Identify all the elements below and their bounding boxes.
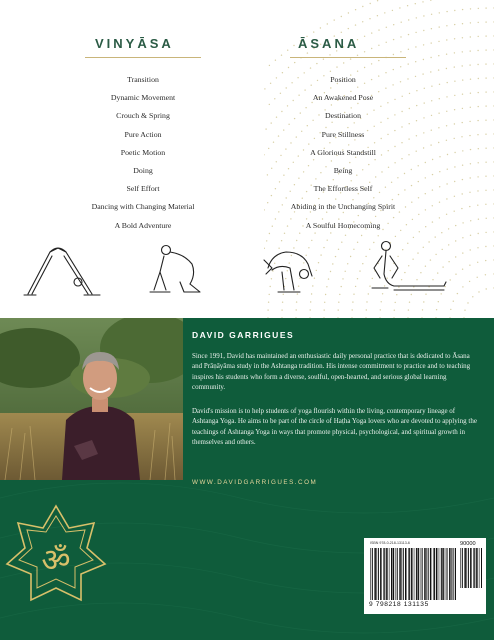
asana-item: The Effortless Self [313, 184, 373, 194]
barcode-number: 9 798218 131135 [369, 601, 429, 608]
seated-pose-figure [352, 238, 452, 300]
asana-title: ĀSANA [298, 36, 360, 51]
crouch-figure [140, 238, 210, 300]
author-name: DAVID GARRIGUES [192, 330, 295, 340]
asana-item: Destination [325, 111, 361, 121]
asana-item: Abiding in the Unchanging Spirit [290, 202, 396, 212]
price-code: 90000 [460, 541, 476, 547]
asana-item: Pure Stillness [321, 129, 365, 139]
vinyasa-item: Dynamic Movement [110, 93, 176, 103]
barcode [364, 538, 486, 614]
vinyasa-item: Crouch & Spring [116, 111, 170, 121]
asana-item: Being [333, 165, 353, 175]
website-link[interactable]: WWW.DAVIDGARRIGUES.COM [192, 479, 318, 486]
barcode-main-bars [370, 548, 456, 600]
vinyasa-title: VINYĀSA [95, 36, 174, 51]
vinyasa-item: Self Effort [126, 184, 160, 194]
vinyasa-item: Transition [127, 75, 159, 84]
asana-item: A Glorious Standstill [310, 147, 376, 157]
bottom-section [0, 318, 494, 640]
asana-item: A Soulful Homecoming [305, 220, 381, 230]
arm-balance-figure [250, 238, 325, 300]
svg-text:ॐ: ॐ [41, 541, 71, 579]
vinyasa-item: A Bold Adventure [114, 220, 172, 230]
barcode-price-bars [460, 548, 482, 588]
author-photo [0, 318, 183, 480]
asana-item: An Awakened Pose [312, 93, 374, 103]
asana-item: Position [330, 75, 356, 84]
vinyasa-list [50, 71, 236, 235]
vinyasa-item: Dancing with Changing Material [91, 202, 195, 212]
isbn-label: ISBN 978-0-218-13113-6 [370, 541, 410, 545]
asana-list [250, 71, 436, 235]
downward-dog-figure [20, 238, 110, 300]
vinyasa-rule [85, 57, 201, 58]
top-section [0, 0, 494, 318]
asana-rule [290, 57, 406, 58]
author-bio-paragraph-1: Since 1991, David has maintained an enthusiastic daily personal practice that is dedicated to Āsana and Prāṇāyāma study in the Ashtanga tradition. His intense commitment to practice and to teaching inspires his students who form a diverse, soulful, open-hearted, and serious global learning community. [192, 352, 471, 392]
author-bio-paragraph-2: David's mission is to help students of yoga flourish within the living, contemporary lineage of Ashtanga Yoga. He aims to be part of the circle of Haṭha Yoga lovers who are devoted to applying the teachings of Ashtanga Yoga in ways that promote physical, psychological, and spiritual growth in themselves and others. [192, 407, 477, 447]
om-lotus-emblem-icon [3, 502, 109, 608]
vinyasa-item: Poetic Motion [120, 147, 166, 157]
vinyasa-item: Doing [133, 165, 153, 175]
vinyasa-item: Pure Action [124, 129, 162, 139]
